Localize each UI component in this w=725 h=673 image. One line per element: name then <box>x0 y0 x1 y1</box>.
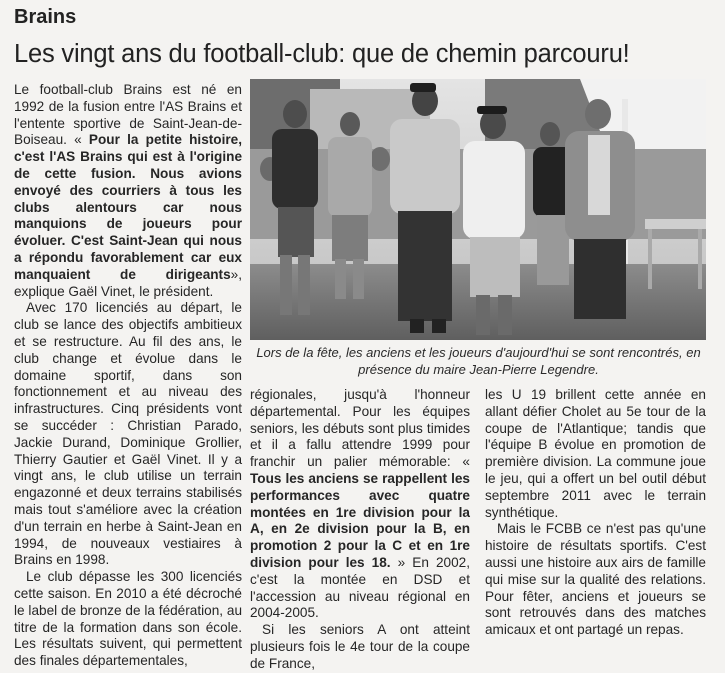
column-3 <box>485 387 706 639</box>
paragraph-1 <box>14 82 242 300</box>
quote-seniors: Tous les anciens se rappellent les performances avec quatre montées en 1re division pour la A, en 2e division pour la B, en promotion 2 pour la C et en 1re division pour les 18. <box>250 470 470 570</box>
paragraph-6: les U 19 brillent cette année en allant défier Cholet au 5e tour de la coupe de l'Atlantique; tandis que l'équipe B évolue en promotion de première division. La commune joue le jeu, qui a offert un bel outil début septembre 2011 avec le terrain synthétique. <box>485 387 706 520</box>
quote-president: Pour la petite histoire, c'est l'AS Brains qui est à l'origine de cette fusion. Nous avions envoyé des courriers à tous les clubs alentours car nous manquions de joueurs pour évoluer. C'est Saint-Jean qui nous a répondu favorablement car eux manquaient de dirigeants <box>14 132 242 282</box>
paragraph-7: Mais le FCBB ce n'est pas qu'une histoire de résultats sportifs. C'est aussi une histoire aux airs de famille qui mise sur la qualité des relations. Pour fêter, anciens et joueurs se sont retrouvés dans des matches amicaux et ont partagé un repas. <box>485 521 706 638</box>
event-photo <box>250 79 706 340</box>
paragraph-4-intro: régionales, jusqu'à l'honneur départemental. Pour les équipes seniors, les débuts sont plus timides et il a fallu attendre 1999 pour franchir un palier mémorable: « <box>250 387 470 470</box>
paragraph-3: Le club dépasse les 300 licenciés cette saison. En 2010 a été décroché le label de bronze de la fédération, au titre de la formation dans son école. Les résultats suivent, qui permettent des finales départementales, <box>14 569 242 669</box>
paragraph-1-intro: Le football-club Brains est né en 1992 de la fusion entre l'AS Brains et l'entente sportive de Saint-Jean-de-Boiseau. « <box>14 82 242 148</box>
event-photo-image <box>250 79 706 340</box>
paragraph-4 <box>250 387 470 622</box>
article-headline: Les vingt ans du football-club: que de chemin parcouru! <box>14 40 630 68</box>
photo-caption: Lors de la fête, les anciens et les joueurs d'aujourd'hui se sont rencontrés, en présence du maire Jean-Pierre Legendre. <box>256 345 701 377</box>
section-title: Brains <box>14 6 77 28</box>
paragraph-4-end: » En 2002, c'est la montée en DSD et l'accession au niveau régional en 2004-2005. <box>250 554 471 621</box>
column-1 <box>14 82 242 670</box>
column-2 <box>250 387 470 673</box>
paragraph-5: Si les seniors A ont atteint plusieurs fois le 4e tour de la coupe de France, <box>250 622 470 671</box>
paragraph-2: Avec 170 licenciés au départ, le club se lance des objectifs ambitieux et se restructure. Au fil des ans, le club change et évolue dans le domaine sportif, dans son fonctionnement et au niveau des infrastructures. Cinq présidents vont se succéder : Christian Parado, Jackie Durand, Dominique Grollier, Thierry Gautier et Gaël Vinet. Il y a vingt ans, le club utilise un terrain engazonné et deux terrains stabilisés mais tout s'améliore avec la création d'un terrain en herbe à Saint-Jean en 1994, de nouveaux vestiaires à Brains en 1998. <box>14 300 242 568</box>
paragraph-1-attribution: », explique Gaël Vinet, le président. <box>14 266 242 299</box>
